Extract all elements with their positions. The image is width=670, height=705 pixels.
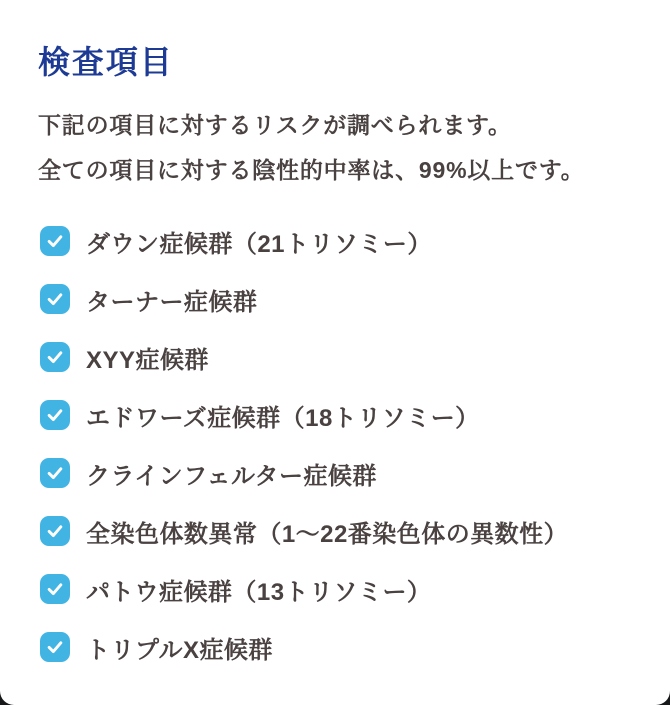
section-title: 検査項目: [38, 44, 174, 80]
item-label: ターナー症候群: [86, 288, 258, 316]
checkbox-checked[interactable]: [40, 400, 70, 430]
check-icon: [45, 347, 65, 367]
check-icon: [45, 231, 65, 251]
check-icon: [45, 405, 65, 425]
list-item: [40, 226, 568, 256]
check-icon: [45, 637, 65, 657]
checkbox-checked[interactable]: [40, 226, 70, 256]
checkbox-checked[interactable]: [40, 574, 70, 604]
item-label: 全染色体数異常（1〜22番染色体の異数性）: [86, 520, 569, 548]
checkbox-checked[interactable]: [40, 284, 70, 314]
test-item-list: [40, 226, 568, 690]
item-label: クラインフェルター症候群: [86, 462, 377, 490]
item-label: エドワーズ症候群（18トリソミー）: [86, 404, 480, 432]
item-label: パトウ症候群（13トリソミー）: [86, 578, 432, 606]
check-icon: [45, 289, 65, 309]
description-line-2: 全ての項目に対する陰性的中率は、99%以上です。: [38, 157, 585, 183]
checkbox-checked[interactable]: [40, 342, 70, 372]
check-icon: [45, 463, 65, 483]
checkbox-checked[interactable]: [40, 458, 70, 488]
item-label: XYY症候群: [86, 346, 209, 374]
item-label: ダウン症候群（21トリソミー）: [86, 230, 432, 258]
item-label: トリプルX症候群: [86, 636, 273, 664]
section-description: [38, 103, 585, 193]
list-item: [40, 632, 568, 662]
list-item: [40, 458, 568, 488]
check-icon: [45, 521, 65, 541]
list-item: [40, 400, 568, 430]
list-item: [40, 574, 568, 604]
checkbox-checked[interactable]: [40, 516, 70, 546]
list-item: [40, 516, 568, 546]
checkbox-checked[interactable]: [40, 632, 70, 662]
description-line-1: 下記の項目に対するリスクが調べられます。: [38, 112, 512, 138]
list-item: [40, 342, 568, 372]
check-icon: [45, 579, 65, 599]
list-item: [40, 284, 568, 314]
